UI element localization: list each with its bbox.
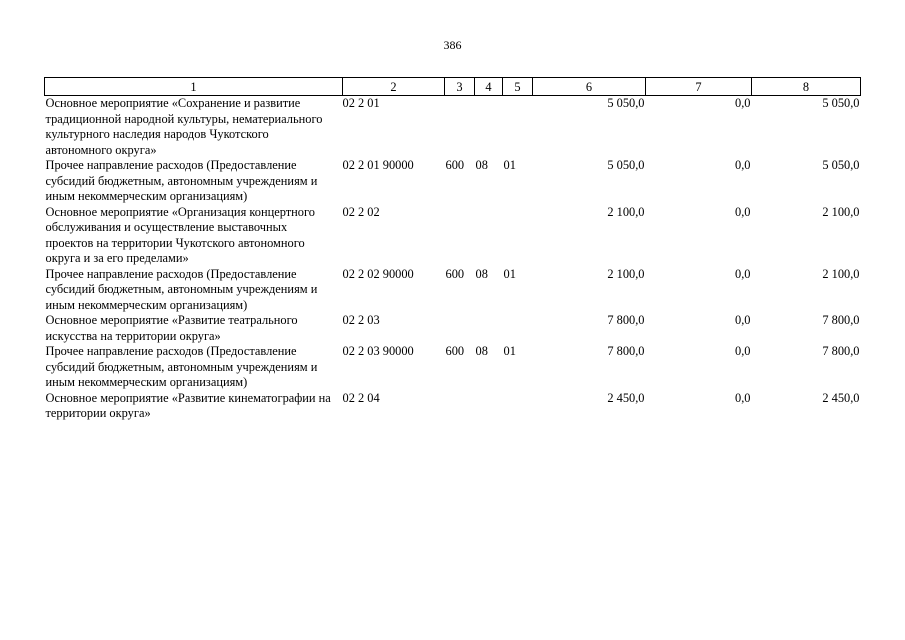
row-expense-type: 600: [445, 266, 465, 281]
header-row: [45, 78, 861, 96]
row-name: Прочее направление расходов (Предоставление субсидий бюджетным, автономным учреждениям и иным некоммерческим организациям): [45, 266, 318, 312]
row-amount-8: 7 800,0: [822, 344, 860, 358]
row-expense-type: 600: [445, 158, 465, 172]
row-amount-6: 2 450,0: [607, 390, 645, 405]
row-amount-7: 0,0: [735, 96, 751, 110]
row-amount-8: 2 100,0: [822, 266, 860, 281]
row-amount-7: 0,0: [735, 204, 751, 219]
row-section: 08: [475, 158, 488, 172]
row-amount-8: 5 050,0: [822, 158, 860, 172]
row-subsection: 01: [503, 158, 516, 172]
row-amount-8: 2 100,0: [822, 204, 860, 219]
row-expense-type: [445, 205, 475, 267]
table-row: [45, 267, 861, 314]
row-amount-8: 7 800,0: [822, 313, 860, 327]
header-col-5: 5: [503, 78, 533, 96]
row-name: Прочее направление расходов (Предоставление субсидий бюджетным, автономным учреждениям и иным некоммерческим организациям): [45, 158, 318, 203]
table-row: [45, 205, 861, 267]
header-col-6: 6: [533, 78, 646, 96]
row-name: Прочее направление расходов (Предоставление субсидий бюджетным, автономным учреждениям и иным некоммерческим организациям): [45, 344, 318, 389]
row-name: Основное мероприятие «Развитие театрального искусства на территории округа»: [45, 313, 298, 343]
row-amount-8: 2 450,0: [822, 390, 860, 405]
table-row: [45, 313, 861, 344]
row-expense-type: [445, 313, 475, 344]
row-amount-6: 7 800,0: [607, 344, 645, 358]
row-section: 08: [475, 344, 488, 358]
row-amount-6: 2 100,0: [607, 266, 645, 281]
table-row: [45, 391, 861, 422]
row-expense-type: [445, 96, 475, 159]
row-section: [475, 205, 503, 267]
header-col-7: 7: [646, 78, 752, 96]
header-col-3: 3: [445, 78, 475, 96]
row-section: [475, 96, 503, 159]
row-target-code: 02 2 01: [342, 96, 380, 110]
page-number: 386: [443, 38, 462, 52]
row-amount-6: 5 050,0: [607, 96, 645, 110]
header-col-2: 2: [343, 78, 445, 96]
row-expense-type: [445, 391, 475, 422]
row-amount-7: 0,0: [735, 390, 751, 405]
row-subsection: 01: [503, 344, 516, 358]
row-target-code: 02 2 03 90000: [342, 344, 414, 358]
row-name: Основное мероприятие «Развитие кинематографии на территории округа»: [45, 390, 331, 420]
table-body: [45, 96, 861, 422]
row-subsection: 01: [503, 266, 516, 281]
row-section: 08: [475, 266, 488, 281]
row-target-code: 02 2 04: [342, 390, 380, 405]
row-amount-6: 2 100,0: [607, 204, 645, 219]
table-row: [45, 344, 861, 391]
row-name: Основное мероприятие «Сохранение и развитие традиционной народной культуры, нематериального культурного наследия народов Чукотского автономного округа»: [45, 96, 323, 157]
row-target-code: 02 2 03: [342, 313, 380, 327]
table-row: [45, 158, 861, 205]
row-amount-8: 5 050,0: [822, 96, 860, 110]
row-target-code: 02 2 02 90000: [342, 266, 414, 281]
row-section: [475, 391, 503, 422]
row-subsection: [503, 205, 533, 267]
header-col-1: 1: [45, 78, 343, 96]
row-amount-7: 0,0: [735, 313, 751, 327]
budget-table: [44, 77, 861, 422]
row-subsection: [503, 96, 533, 159]
row-subsection: [503, 391, 533, 422]
header-col-4: 4: [475, 78, 503, 96]
row-expense-type: 600: [445, 344, 465, 358]
header-col-8: 8: [752, 78, 861, 96]
row-amount-7: 0,0: [735, 344, 751, 358]
row-target-code: 02 2 01 90000: [342, 158, 414, 172]
row-target-code: 02 2 02: [342, 204, 380, 219]
row-section: [475, 313, 503, 344]
row-subsection: [503, 313, 533, 344]
row-amount-7: 0,0: [735, 266, 751, 281]
row-name: Основное мероприятие «Организация концертного обслуживания и осуществление выставочных проектов на территории Чукотского автономного округа и за его пределами»: [45, 204, 315, 265]
table-row: [45, 96, 861, 159]
row-amount-6: 7 800,0: [607, 313, 645, 327]
row-amount-6: 5 050,0: [607, 158, 645, 172]
table-header: [45, 78, 861, 96]
row-amount-7: 0,0: [735, 158, 751, 172]
